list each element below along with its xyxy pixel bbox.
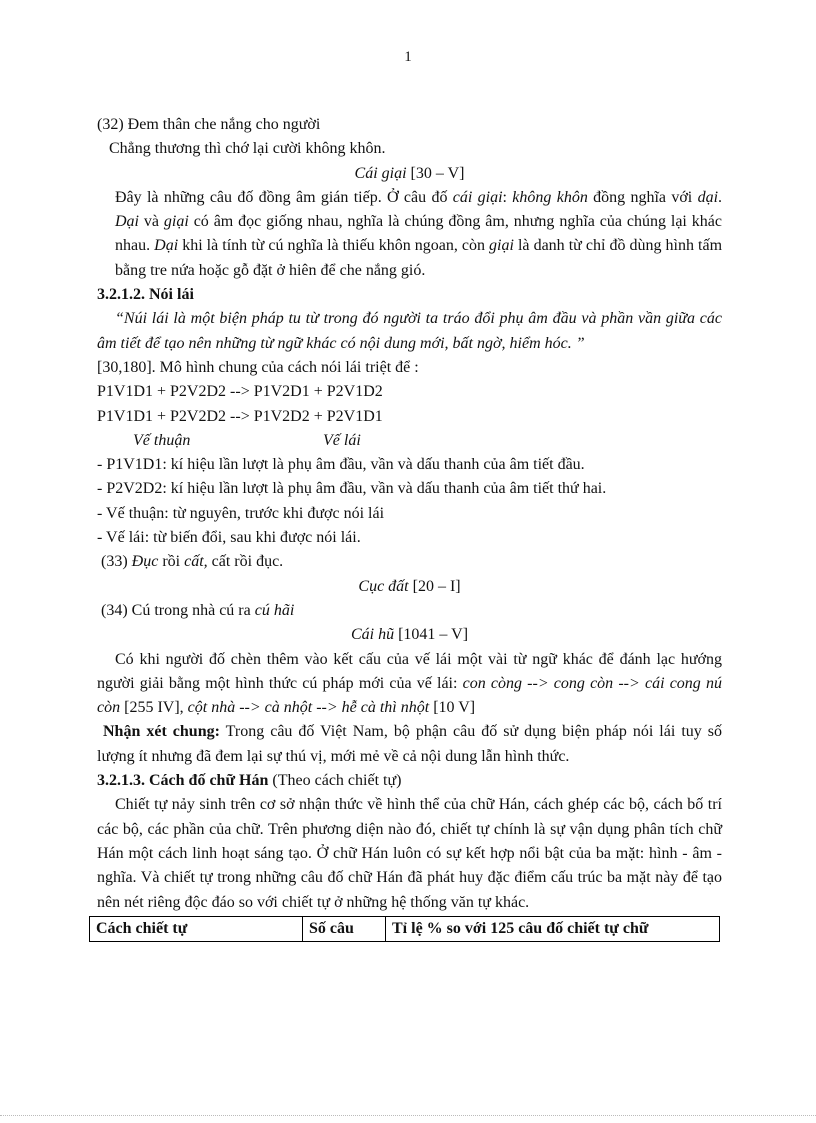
nhan-xet-label: Nhận xét chung: xyxy=(103,723,220,741)
table-header-cell: Số câu xyxy=(303,916,386,941)
ve-thuan-label: Vế thuận xyxy=(133,431,191,449)
section-heading-chu-han: 3.2.1.3. Cách đố chữ Hán (Theo cách chiết tự) xyxy=(97,772,402,790)
paragraph-nhan-xet: Nhận xét chung: Trong câu đố Việt Nam, bộ phận câu đố sử dụng biện pháp nói lái tuy số lượng ít nhưng đã đem lại sự thú vị, mới mẻ về cả nội dung lẫn hình thức. xyxy=(97,723,723,765)
ve-lai-label: Vế lái xyxy=(323,431,361,449)
formula-labels xyxy=(97,429,722,453)
paragraph-dong-am: Đây là những câu đố đồng âm gián tiếp. Ở câu đố cái giại: không khôn đồng nghĩa với dại. Dại và giại có âm đọc giống nhau, nghĩa là chúng đồng âm, nhưng nghĩa của chúng lại khác nhau. Dại khi là tính từ cú nghĩa là thiếu khôn ngoan, còn giại là danh từ chỉ đồ dùng hình tấm bằng tre nứa hoặc gỗ đặt ở hiên để che nắng gió. xyxy=(115,188,723,279)
quote-definition: “Núi lái là một biện pháp tu từ trong đó người ta tráo đổi phụ âm đầu và phần vần giữa các âm tiết để tạo nên những từ ngữ khác có nội dung mới, bất ngờ, hiểm hóc. ” xyxy=(97,310,722,352)
bullet-item: - P2V2D2: kí hiệu lần lượt là phụ âm đầu, vần và dấu thanh của âm tiết thứ hai. xyxy=(97,480,607,498)
paragraph-chen-them: Có khi người đố chèn thêm vào kết cấu của vế lái một vài từ ngữ khác để đánh lạc hướng người giải bằng một hình thức cú pháp mới của vế lái: con còng --> cong còn --> cái cong nú còn [255 IV], cột nhà --> cà nhột --> hễ cà thì nhột [10 V] xyxy=(97,650,722,717)
formula-2: P1V1D1 + P2V2D2 --> P1V2D2 + P2V1D1 xyxy=(97,407,383,425)
riddle-33: (33) Đục rồi cất, cất rồi đục. xyxy=(101,553,284,571)
table-header-cell: Tỉ lệ % so với 125 câu đố chiết tự chữ xyxy=(386,916,720,941)
formula-1: P1V1D1 + P2V2D2 --> P1V2D1 + P2V1D2 xyxy=(97,383,383,401)
table-header-row xyxy=(90,916,720,941)
riddle-34: (34) Cú trong nhà cú ra cú hãi xyxy=(101,601,295,619)
riddle-33-answer: Cục đất [20 – I] xyxy=(358,577,461,595)
riddle-32-answer xyxy=(97,162,722,186)
paragraph-chiet-tu: Chiết tự nảy sinh trên cơ sở nhận thức về hình thể của chữ Hán, cách ghép các bộ, cách bố trí các bộ, các phần của chữ. Trên phương diện nào đó, chiết tự chính là sự vận dụng phân tích chữ Hán một cách linh hoạt sáng tạo. Ở chữ Hán luôn có sự kết hợp nổi bật của ba mặt: hình - âm - nghĩa. Và chiết tự trong những câu đố chữ Hán đã phát huy đặc điểm cấu trúc ba mặt này để tạo nên nét riêng độc đáo so với chiết tự ở những hệ thống văn tự khác. xyxy=(97,796,722,911)
bullet-item: - Vế thuận: từ nguyên, trước khi được nói lái xyxy=(97,504,385,522)
page-bottom-border xyxy=(0,1115,816,1116)
bullet-item: - Vế lái: từ biến đổi, sau khi được nói lái. xyxy=(97,529,361,547)
riddle-32-line-1: (32) Đem thân che nắng cho người xyxy=(97,116,321,133)
answer-text: Cái giại xyxy=(354,164,407,182)
section-heading-noi-lai: 3.2.1.2. Nói lái xyxy=(97,286,194,304)
quote-reference: [30,180]. Mô hình chung của cách nói lái triệt để : xyxy=(97,358,419,376)
document-body xyxy=(97,113,722,942)
riddle-34-answer: Cái hũ [1041 – V] xyxy=(350,626,469,644)
chiet-tu-table xyxy=(89,916,720,942)
source-ref: [30 – V] xyxy=(406,164,465,182)
page-number: 1 xyxy=(404,49,412,65)
table-header-cell: Cách chiết tự xyxy=(90,916,303,941)
riddle-32-line-2: Chẳng thương thì chớ lại cười không khôn. xyxy=(109,140,386,158)
bullet-item: - P1V1D1: kí hiệu lần lượt là phụ âm đầu, vần và dấu thanh của âm tiết đầu. xyxy=(97,456,585,474)
